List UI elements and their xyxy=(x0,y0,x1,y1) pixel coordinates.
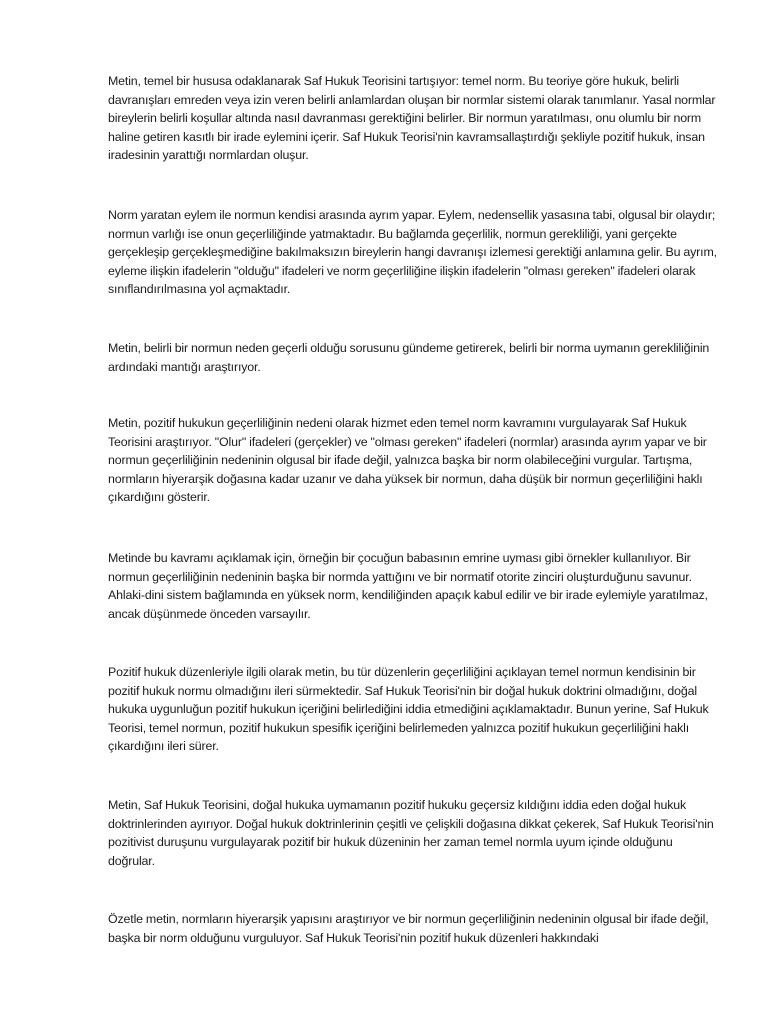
paragraph: Metin, Saf Hukuk Teorisini, doğal hukuka uymamanın pozitif hukuku geçersiz kıldığını iddia eden doğal hukuk doktrinlerinden ayırıyor. Doğal hukuk doktrinlerinin çeşitli ve çelişkili doğasına dikkat çekerek, Saf Hukuk Teorisi'nin pozitivist duruşunu vurgulayarak pozitif bir hukuk düzeninin her zaman temel normla uyum içinde olduğunu doğrular. xyxy=(108,798,714,868)
paragraph: Metinde bu kavramı açıklamak için, örneğin bir çocuğun babasının emrine uyması gibi örnekler kullanılıyor. Bir normun geçerliliğinin nedeninin başka bir normda yattığını ve bir normatif otorite zinciri oluşturduğunu savunur. Ahlaki-dini sistem bağlamında en yüksek norm, kendiliğinden apaçık kabul edilir ve bir irade eylemiyle yaratılmaz, ancak düşünmede önceden varsayılır. xyxy=(108,551,708,621)
paragraph: Özetle metin, normların hiyerarşik yapısını araştırıyor ve bir normun geçerliliğinin nedeninin olgusal bir ifade değil, başka bir norm olduğunu vurguluyor. Saf Hukuk Teorisi'nin pozitif hukuk düzenleri hakkındaki xyxy=(108,912,709,945)
paragraph: Norm yaratan eylem ile normun kendisi arasında ayrım yapar. Eylem, nedensellik yasasına tabi, olgusal bir olaydır; normun varlığı ise onun geçerliliğinde yatmaktadır. Bu bağlamda geçerlilik, normun gerekliliği, yani gerçekte gerçekleşip gerçekleşmediğine bakılmaksızın bireylerin hangi davranışı izlemesi gerektiği anlamına gelir. Bu ayrım, eyleme ilişkin ifadelerin "olduğu" ifadeleri ve norm geçerliliğine ilişkin ifadelerin "olması gereken" ifadeleri olarak sınıflandırılmasına yol açmaktadır. xyxy=(108,208,717,297)
paragraph: Pozitif hukuk düzenleriyle ilgili olarak metin, bu tür düzenlerin geçerliliğini açıklayan temel normun kendisinin bir pozitif hukuk normu olmadığını ileri sürmektedir. Saf Hukuk Teorisi'nin bir doğal hukuk doktrini olmadığını, doğal hukuka uygunluğun pozitif hukukun içeriğini belirlediğini iddia etmediğini açıklamaktadır. Bunun yerine, Saf Hukuk Teorisi, temel normun, pozitif hukukun spesifik içeriğini belirlemeden yalnızca pozitif hukukun geçerliliğini haklı çıkardığını ileri sürer. xyxy=(108,665,709,754)
paragraph: Metin, belirli bir normun neden geçerli olduğu sorusunu gündeme getirerek, belirli bir norma uymanın gerekliliğinin ardındaki mantığı araştırıyor. xyxy=(108,341,710,374)
paragraph: Metin, pozitif hukukun geçerliliğinin nedeni olarak hizmet eden temel norm kavramını vurgulayarak Saf Hukuk Teorisini araştırıyor. "Olur" ifadeleri (gerçekler) ve "olması gereken" ifadeleri (normlar) arasında ayrım yapar ve bir normun geçerliliğinin nedeninin olgusal bir ifade değil, yalnızca başka bir norm olabileceğini vurgular. Tartışma, normların hiyerarşik doğasına kadar uzanır ve daha yüksek bir normun, daha düşük bir normun geçerliliğini haklı çıkardığını gösterir. xyxy=(108,416,707,505)
paragraph: Metin, temel bir hususa odaklanarak Saf Hukuk Teorisini tartışıyor: temel norm. Bu teoriye göre hukuk, belirli davranışları emreden veya izin veren belirli anlamlardan oluşan bir normlar sistemi olarak tanımlanır. Yasal normlar bireylerin belirli koşullar altında nasıl davranması gerektiğini belirler. Bir normun yaratılması, onu olumlu bir norm haline getiren kasıtlı bir irade eylemini içerir. Saf Hukuk Teorisi'nin kavramsallaştırdığı şekliyle pozitif hukuk, insan iradesinin yarattığı normlardan oluşur. xyxy=(108,74,716,163)
